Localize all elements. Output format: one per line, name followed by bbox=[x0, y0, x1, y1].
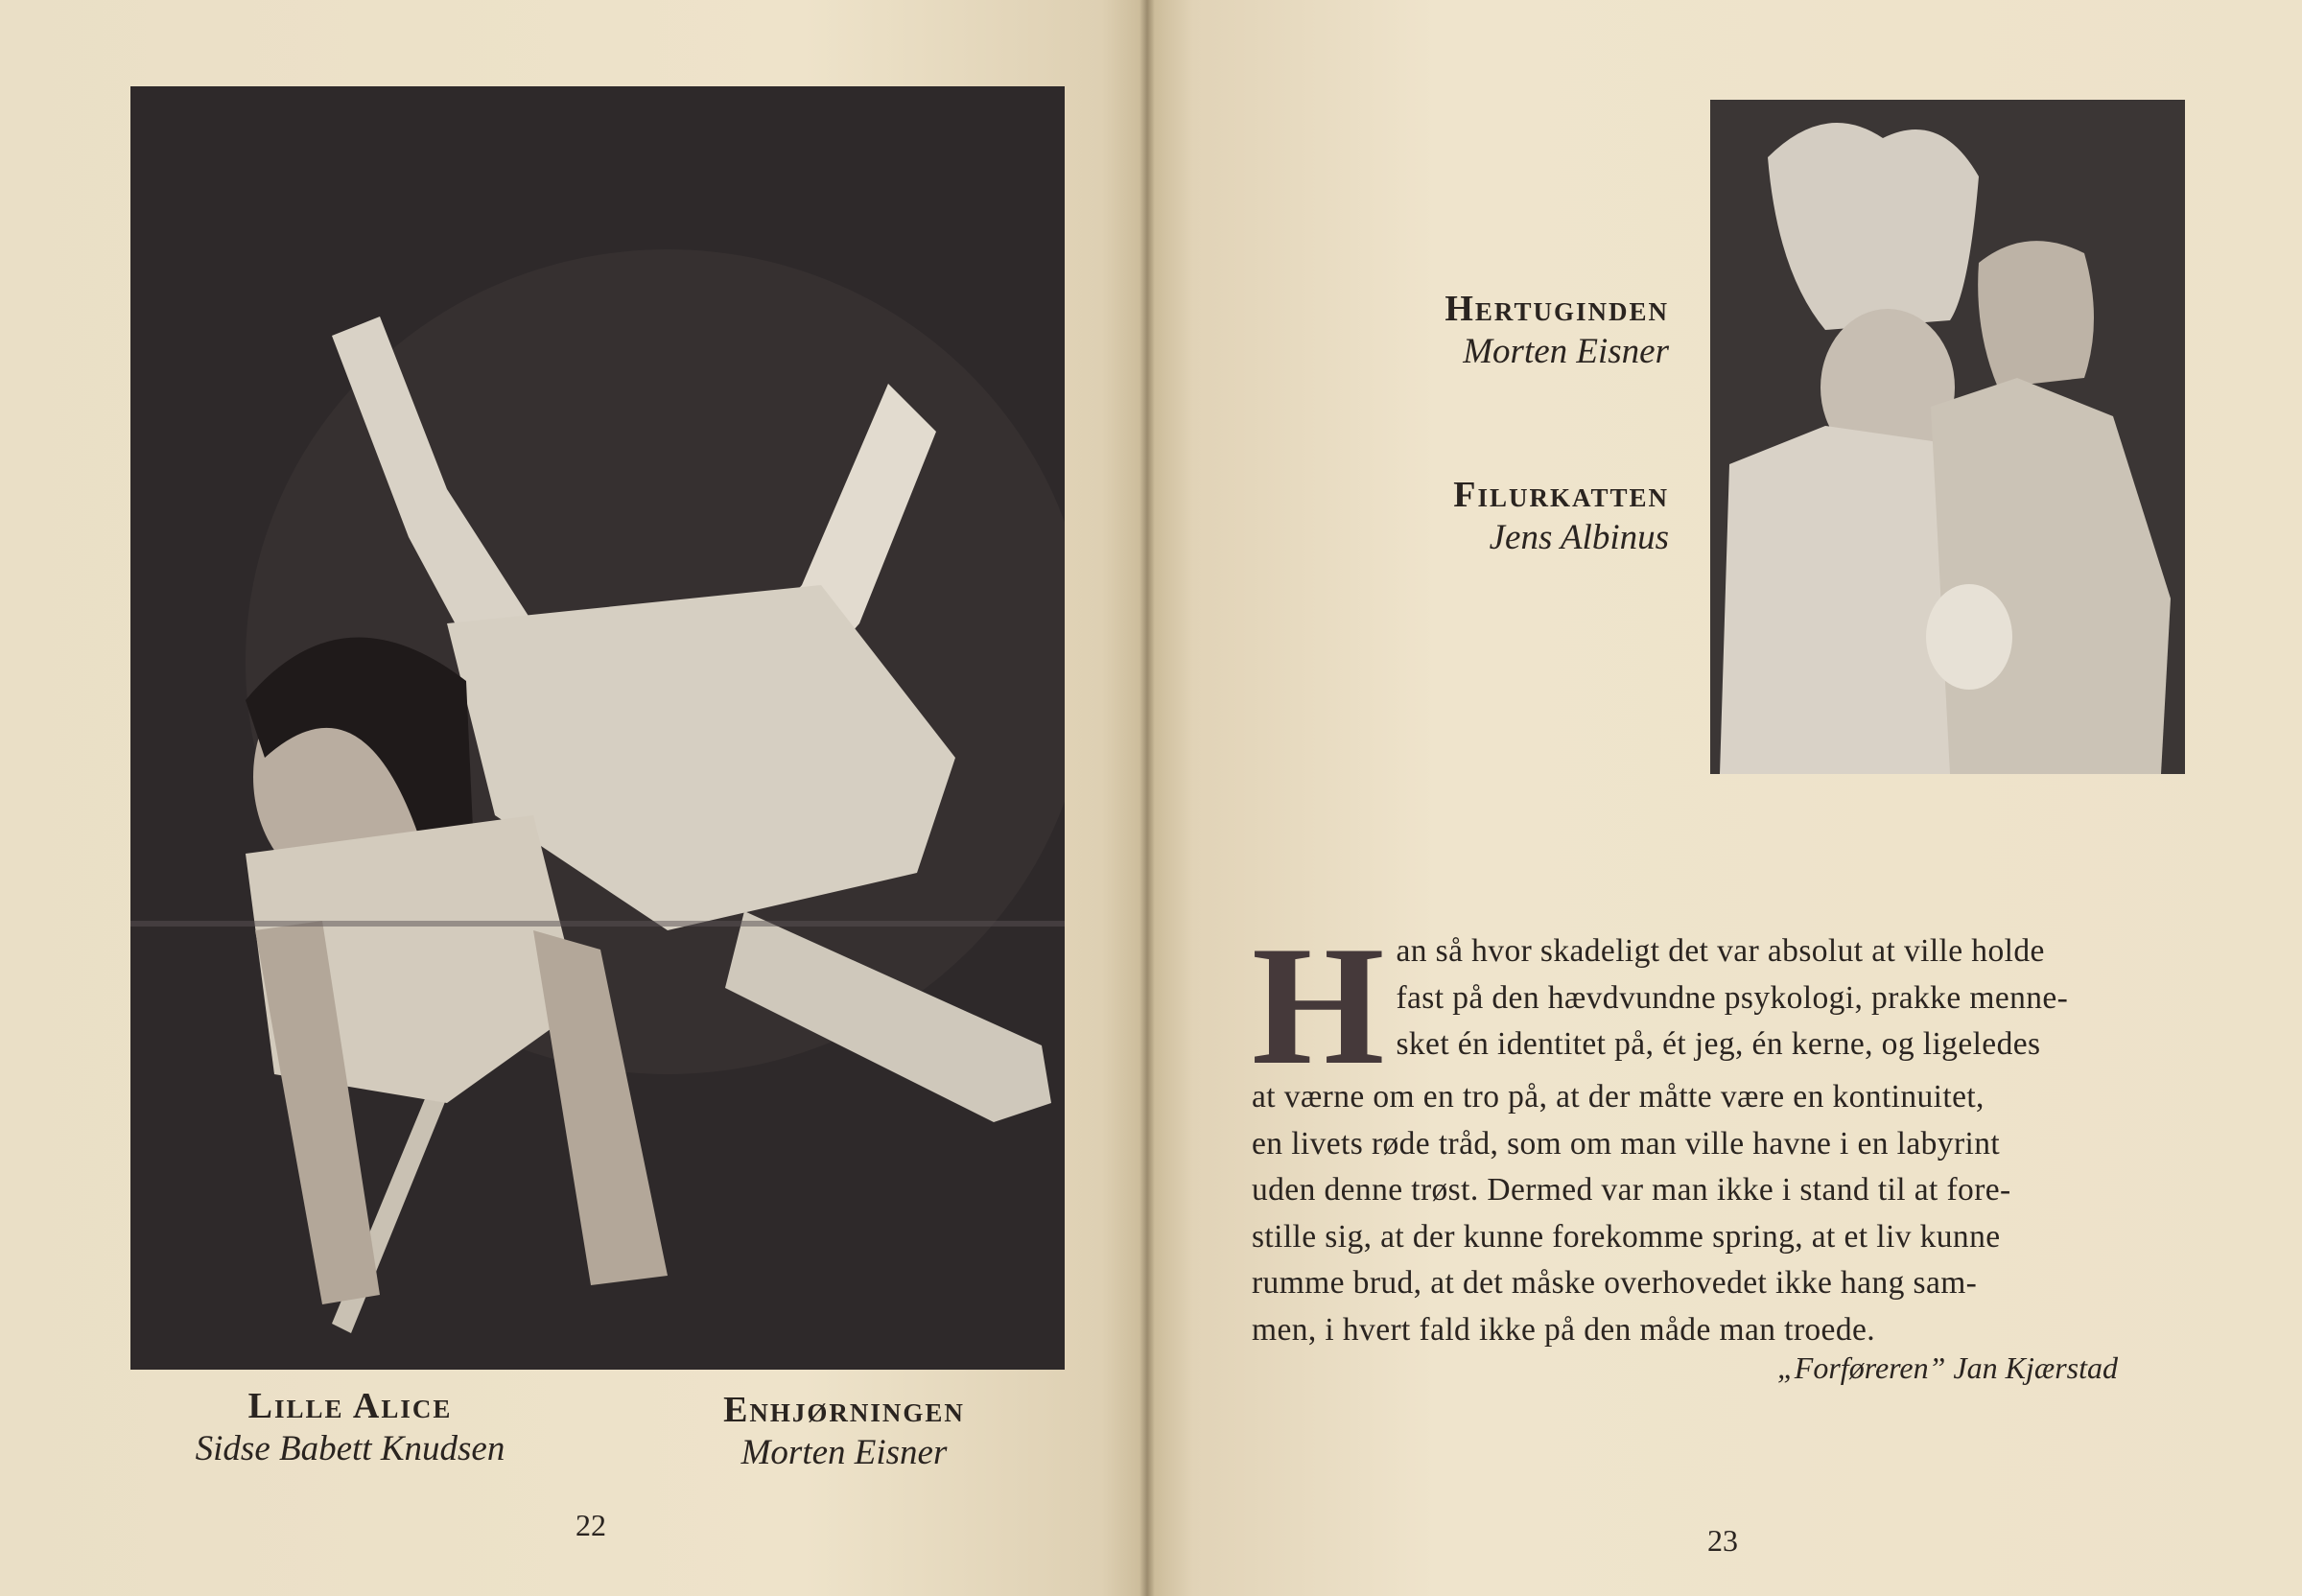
photo-lille-alice-and-unicorn bbox=[130, 86, 1065, 1370]
caption-filurkatten bbox=[1381, 474, 1669, 560]
stage-photo-left bbox=[130, 86, 1065, 1370]
actor-name: Morten Eisner bbox=[740, 1433, 948, 1472]
quote-line: uden denne trøst. Dermed var man ikke i stand til at fore- bbox=[1252, 1172, 2011, 1208]
quote-line: an så hvor skadeligt det var absolut at ville holde bbox=[1396, 933, 2045, 969]
quote-line: stille sig, at der kunne forekomme spring, at et liv kunne bbox=[1252, 1218, 2001, 1255]
drop-cap: H bbox=[1252, 910, 1385, 1100]
actor-name: Jens Albinus bbox=[1489, 518, 1669, 557]
page-number-left: 22 bbox=[576, 1508, 606, 1542]
photo-hertuginden-and-filurkatten bbox=[1710, 100, 2185, 774]
quote-citation: „Forføreren” Jan Kjærstad bbox=[1777, 1350, 2118, 1385]
stage-photo-right bbox=[1710, 100, 2185, 774]
quote-block bbox=[1252, 910, 2187, 1353]
quote-line: en livets røde tråd, som om man ville havne i en labyrint bbox=[1252, 1125, 2001, 1162]
baby-bundle bbox=[1926, 584, 2012, 690]
caption-hertuginden bbox=[1381, 288, 1669, 374]
page-number-right: 23 bbox=[1707, 1523, 1738, 1558]
quote-line: sket én identitet på, ét jeg, én kerne, og ligeledes bbox=[1396, 1026, 2041, 1062]
role-name: Enhjørningen bbox=[723, 1390, 965, 1430]
quote-line: at værne om en tro på, at der måtte være en kontinuitet, bbox=[1252, 1079, 1985, 1115]
left-page bbox=[0, 0, 1147, 1596]
actor-name: Morten Eisner bbox=[1463, 332, 1669, 371]
quote-line: rumme brud, at det måske overhovedet ikke hang sam- bbox=[1252, 1265, 1978, 1301]
cat-face bbox=[1978, 241, 2094, 387]
quote-line: fast på den hævdvundne psykologi, prakke menne- bbox=[1396, 979, 2069, 1016]
caption-enhjorningen bbox=[691, 1389, 998, 1475]
role-name: Filurkatten bbox=[1453, 475, 1669, 515]
caption-lille-alice bbox=[153, 1385, 547, 1471]
quote-line: men, i hvert fald ikke på den måde man troede. bbox=[1252, 1311, 1876, 1348]
actor-name: Sidse Babett Knudsen bbox=[195, 1429, 505, 1468]
role-name: Hertuginden bbox=[1445, 289, 1669, 329]
role-name: Lille Alice bbox=[247, 1386, 453, 1426]
book-gutter bbox=[1139, 0, 1155, 1596]
